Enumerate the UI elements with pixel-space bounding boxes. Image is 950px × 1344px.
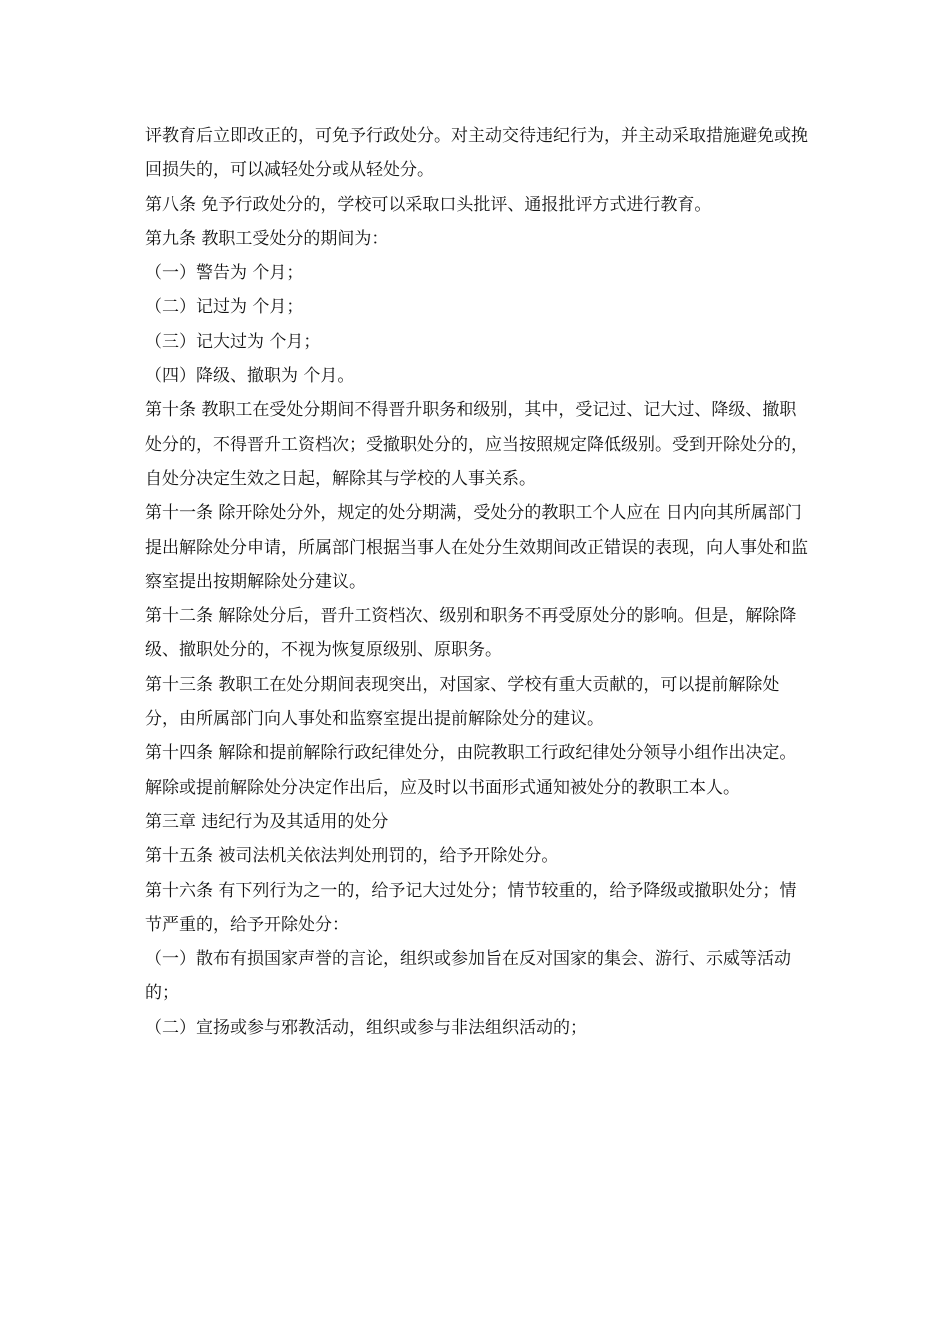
article-11: 第十一条 除开除处分外，规定的处分期满，受处分的教职工个人应在 日内向其所属部门提出解除处分申请，所属部门根据当事人在处分生效期间改正错误的表现，向人事处和监察室提出按期解除处分建议。 — [145, 503, 808, 592]
article-13: 第十三条 教职工在处分期间表现突出，对国家、学校有重大贡献的，可以提前解除处分，由所属部门向人事处和监察室提出提前解除处分的建议。 — [145, 674, 780, 730]
document-body — [145, 119, 810, 1045]
chapter-3-heading: 第三章 违纪行为及其适用的处分 — [145, 811, 389, 832]
article-16-item-1: （一）散布有损国家声誉的言论，组织或参加旨在反对国家的集会、游行、示威等活动的； — [145, 949, 791, 1004]
article-14: 第十四条 解除和提前解除行政纪律处分，由院教职工行政纪律处分领导小组作出决定。 — [145, 743, 797, 764]
article-8: 第八条 免予行政处分的，学校可以采取口头批评、通报批评方式进行教育。 — [145, 194, 712, 215]
paragraph-continuation: 评教育后立即改正的，可免予行政处分。对主动交待违纪行为，并主动采取措施避免或挽回损失的，可以减轻处分或从轻处分。 — [145, 126, 808, 181]
article-9-item-4: （四）降级、撤职为 个月。 — [145, 366, 355, 387]
article-14-notice: 解除或提前解除处分决定作出后，应及时以书面形式通知被处分的教职工本人。 — [145, 777, 740, 798]
article-9-item-2: （二）记过为 个月； — [145, 297, 304, 318]
article-12: 第十二条 解除处分后，晋升工资档次、级别和职务不再受原处分的影响。但是，解除降级、撤职处分的，不视为恢复原级别、原职务。 — [145, 606, 797, 661]
article-16-item-2: （二）宣扬或参与邪教活动，组织或参与非法组织活动的； — [145, 1017, 587, 1038]
article-16: 第十六条 有下列行为之一的，给予记大过处分；情节较重的，给予降级或撤职处分；情节严重的，给予开除处分： — [145, 880, 797, 935]
article-9-item-3: （三）记大过为 个月； — [145, 331, 321, 352]
article-15: 第十五条 被司法机关依法判处刑罚的，给予开除处分。 — [145, 846, 559, 867]
article-9: 第九条 教职工受处分的期间为： — [145, 228, 389, 249]
article-10: 第十条 教职工在受处分期间不得晋升职务和级别，其中，受记过、记大过、降级、撤职处分的，不得晋升工资档次；受撤职处分的，应当按照规定降低级别。受到开除处分的，自处分决定生效之日起，解除其与学校的人事关系。 — [145, 400, 808, 489]
article-9-item-1: （一）警告为 个月； — [145, 263, 304, 284]
